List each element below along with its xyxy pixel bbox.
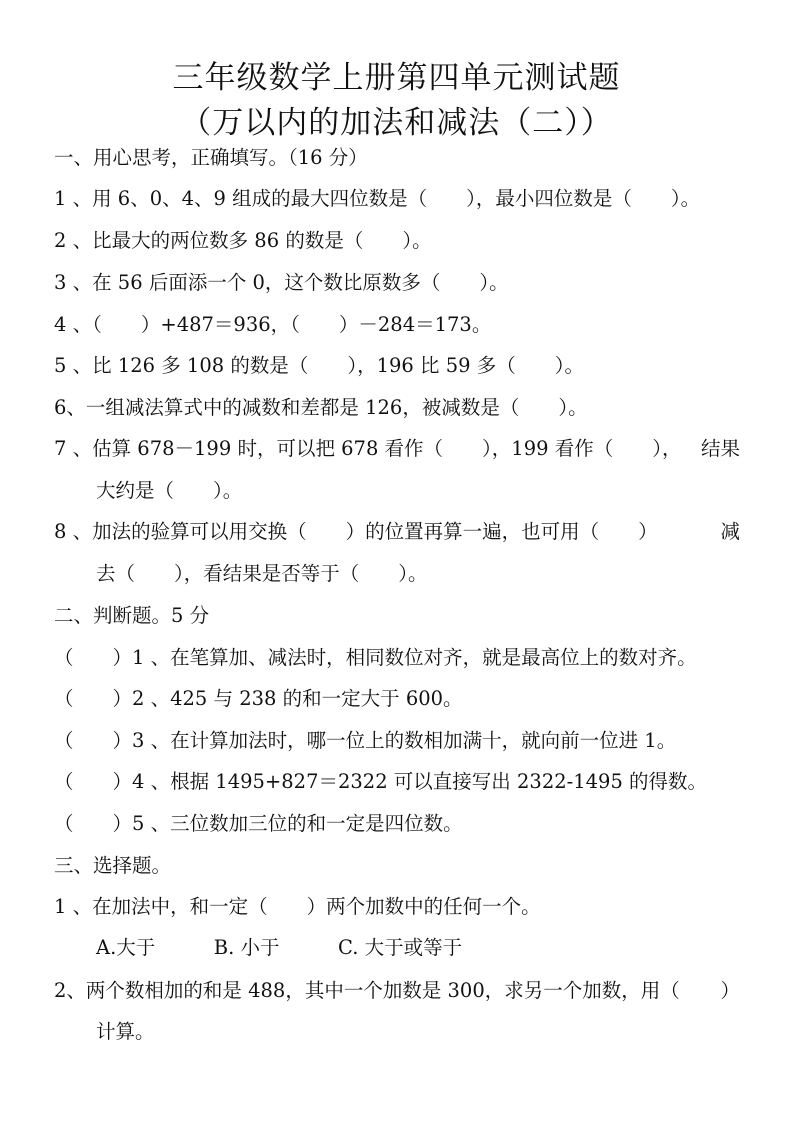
- choice-question-2-continued: 计算。: [96, 1020, 155, 1043]
- choice-question-1-options: A.大于 B. 小于 C. 大于或等于: [96, 936, 463, 959]
- question-1-6: 6、一组减法算式中的减数和差都是 126，被减数是（ ）。: [54, 396, 588, 419]
- choice-question-2-end: ）: [720, 979, 740, 1002]
- question-1-1: 1 、用 6、0、4、9 组成的最大四位数是（ ），最小四位数是（ ）。: [54, 187, 701, 210]
- exam-subtitle: （万以内的加法和减法（二））: [180, 105, 613, 141]
- question-1-2: 2 、比最大的两位数多 86 的数是（ ）。: [54, 229, 432, 252]
- section1-heading: 一、用心思考，正确填写。（16 分）: [54, 146, 368, 169]
- choice-question-2: [54, 981, 740, 1001]
- question-1-8: [54, 522, 740, 542]
- exam-title: 三年级数学上册第四单元测试题: [172, 60, 621, 96]
- question-1-7-continued: 大约是（ ）。: [96, 479, 243, 502]
- question-1-7-text: 7 、估算 678－199 时，可以把 678 看作（ ），199 看作（ ），: [54, 437, 682, 460]
- choice-question-1: 1 、在加法中，和一定（ ）两个加数中的任何一个。: [54, 895, 541, 918]
- section3-heading: 三、选择题。: [54, 854, 172, 877]
- judgement-item-1: （ ）1 、在笔算加、减法时，相同数位对齐，就是最高位上的数对齐。: [54, 646, 697, 669]
- choice-question-2-text: 2、两个数相加的和是 488，其中一个加数是 300，求另一个加数，用（: [54, 979, 680, 1002]
- question-1-8-text: 8 、加法的验算可以用交换（ ）的位置再算一遍，也可用（ ）: [54, 520, 658, 543]
- question-1-7-end: 结果: [700, 437, 740, 460]
- question-1-5: 5 、比 126 多 108 的数是（ ），196 比 59 多（ ）。: [54, 354, 584, 377]
- judgement-item-5: （ ）5 、三位数加三位的和一定是四位数。: [54, 812, 463, 835]
- judgement-item-4: （ ）4 、根据 1495+827＝2322 可以直接写出 2322-1495 的得数。: [54, 770, 708, 793]
- judgement-item-3: （ ）3 、在计算加法时，哪一位上的数相加满十，就向前一位进 1。: [54, 729, 677, 752]
- question-1-7: [54, 439, 740, 459]
- question-1-4: 4 、（ ）+487＝936，（ ）－284＝173。: [54, 313, 492, 336]
- question-1-8-continued: 去（ ），看结果是否等于（ ）。: [96, 562, 428, 585]
- question-1-3: 3 、在 56 后面添一个 0，这个数比原数多（ ）。: [54, 271, 509, 294]
- question-1-8-end: 减: [720, 520, 740, 543]
- section2-heading: 二、判断题。5 分: [54, 604, 210, 627]
- judgement-item-2: （ ）2 、425 与 238 的和一定大于 600。: [54, 687, 463, 710]
